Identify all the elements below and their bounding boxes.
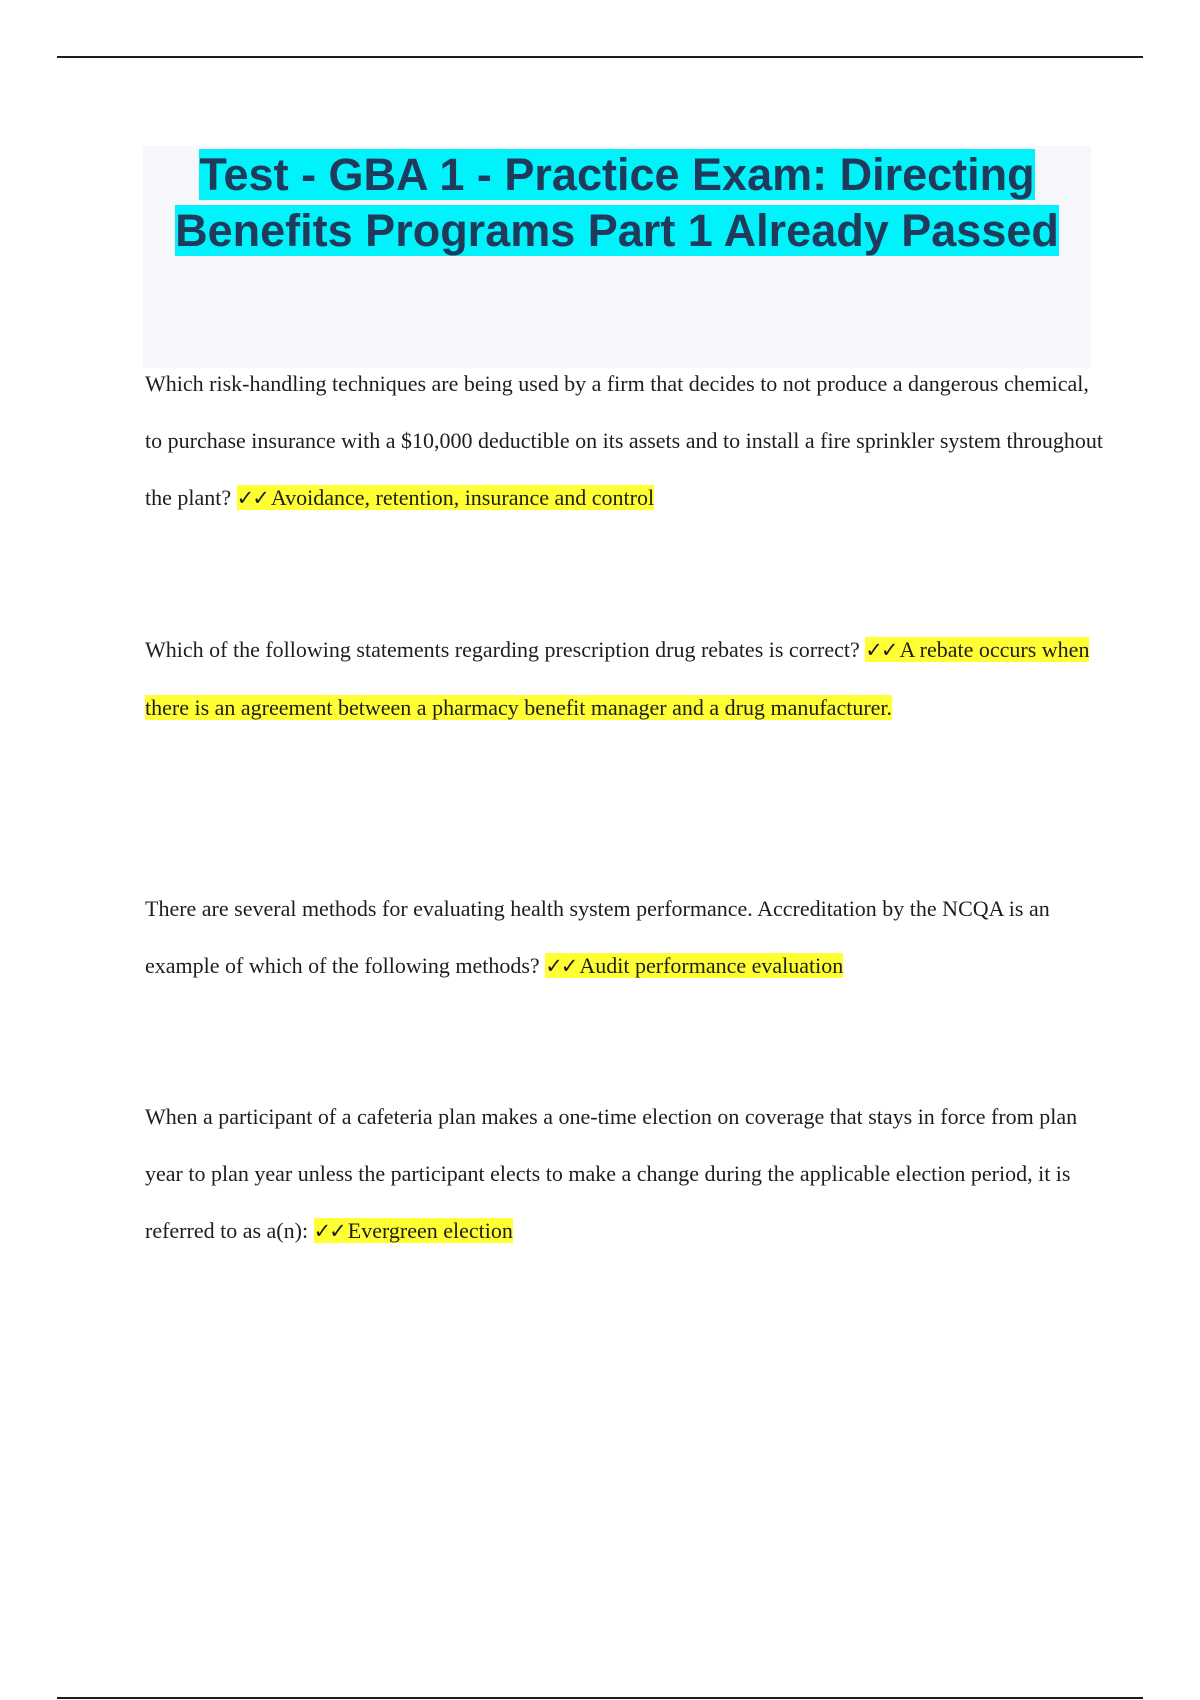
title-highlight: Test - GBA 1 - Practice Exam: Directing Benefits Programs Part 1 Already Passed	[175, 149, 1059, 256]
double-check-icon: ✓✓	[236, 486, 268, 510]
title-block	[143, 146, 1091, 368]
double-check-icon: ✓✓	[865, 638, 897, 662]
question-item	[145, 621, 1105, 736]
question-text: When a participant of a cafeteria plan makes a one-time election on coverage that stays in force from plan year to plan year unless the participant elects to make a change during the applicable election period, it is referred to as a(n):	[145, 1104, 1078, 1243]
question-text: Which risk-handling techniques are being used by a firm that decides to not produce a dangerous chemical, to purchase insurance with a $10,000 deductible on its assets and to install a fire sprinkler system throughout the plant?	[145, 371, 1104, 510]
question-text: Which of the following statements regarding prescription drug rebates is correct?	[145, 637, 860, 662]
question-item	[145, 1088, 1105, 1260]
answer-text: A rebate occurs when there is an agreement between a pharmacy benefit manager and a drug manufacturer.	[145, 637, 1090, 720]
answer-text: Audit performance evaluation	[579, 953, 844, 978]
double-check-icon: ✓✓	[545, 954, 577, 978]
document-title	[143, 146, 1091, 259]
question-text: There are several methods for evaluating health system performance. Accreditation by the NCQA is an example of which of the following methods?	[145, 896, 1050, 978]
double-check-icon: ✓✓	[313, 1219, 345, 1243]
answer-highlight	[237, 485, 654, 510]
bottom-rule	[57, 1697, 1143, 1699]
question-item	[145, 355, 1105, 527]
answer-highlight	[314, 1218, 513, 1243]
answer-text: Evergreen election	[347, 1218, 513, 1243]
top-rule	[57, 56, 1143, 58]
answer-text: Avoidance, retention, insurance and control	[270, 485, 655, 510]
question-item	[145, 880, 1105, 995]
answer-highlight	[545, 953, 843, 978]
